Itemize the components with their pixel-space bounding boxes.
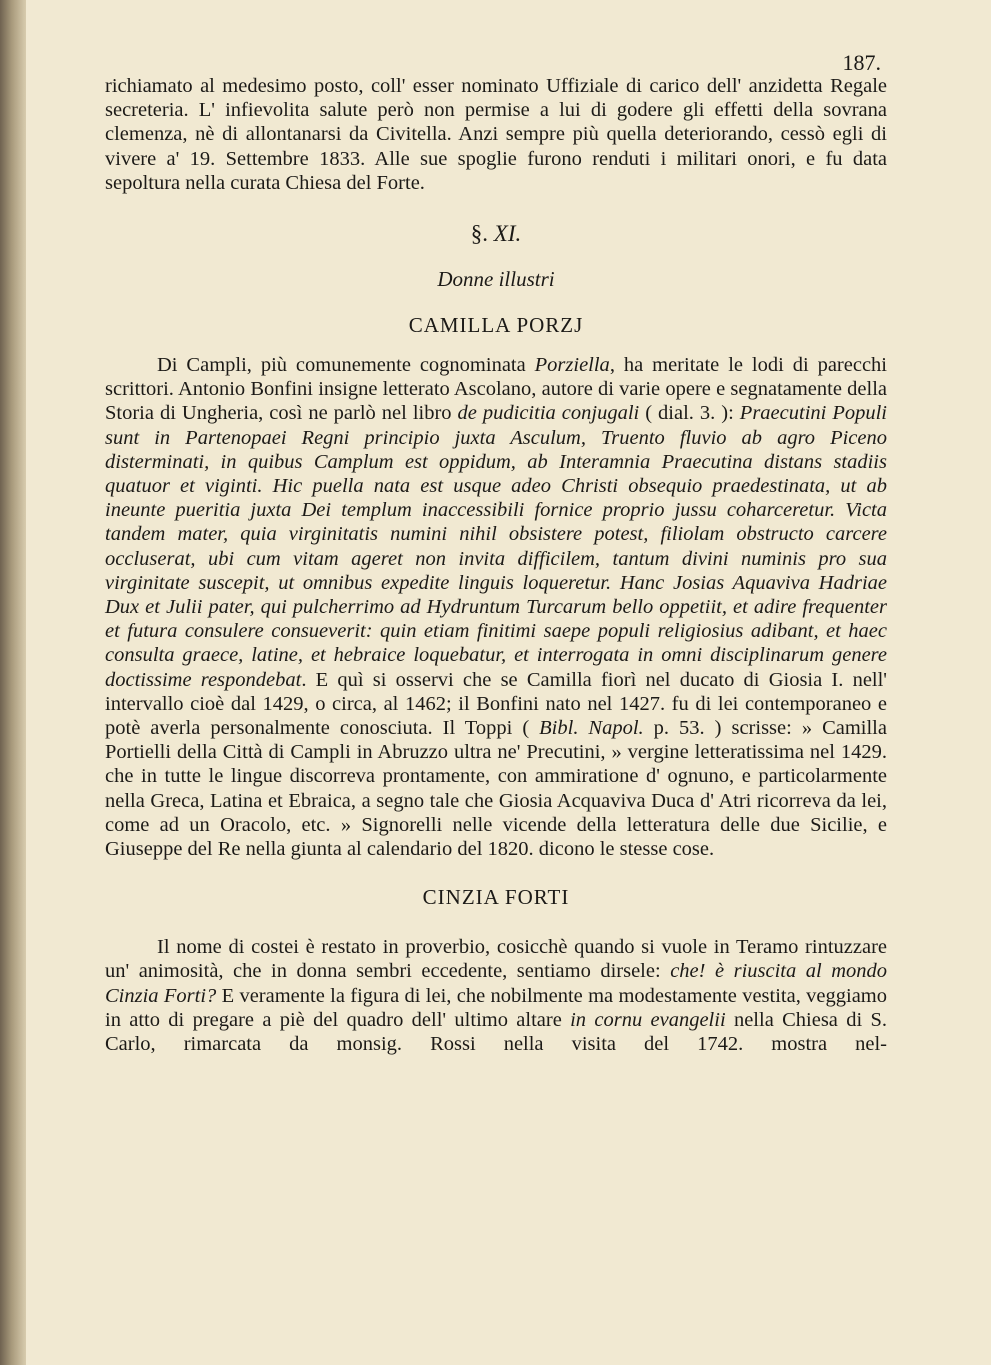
paragraph-cinzia-forti xyxy=(105,935,887,1056)
book-page xyxy=(105,50,887,1056)
text-segment: Il nome di costei è restato in proverbio, cosicchè quando si vuole in Teramo rintuzzare un' animosità, che in donna sembri eccedente, sentiamo dirsele: xyxy=(105,936,887,983)
text-segment: nella Chiesa di S. Carlo, rimarcata da monsig. Rossi nella visita del 1742. mostra nel- xyxy=(105,1008,887,1056)
italic-segment: in cornu evangelii xyxy=(570,1008,726,1031)
page-number: 187. xyxy=(842,50,881,75)
section-number: XI. xyxy=(493,221,522,247)
paragraph-camilla-porzj xyxy=(105,353,887,861)
text-segment: E veramente la figura di lei, che nobilmente ma modestamente vestita, veggiamo in atto di pregare a piè del quadro dell' ultimo altare xyxy=(105,984,887,1031)
text-segment: Di Campli, più comunemente cognominata xyxy=(157,354,535,377)
italic-segment: de pudicitia conjugali xyxy=(457,402,640,425)
section-subtitle: Donne illustri xyxy=(437,267,555,292)
latin-quotation: Praecutini Populi sunt in Partenopaei Regni principio juxta Asculum, Truento fluvio ab agro Piceno disterminati, in quibus Camplum est oppidum, ab Interamnia Praecutina distans stadiis quatuor et viginti. Hic puella nata est usque adeo Christi obsequio praedestinata, ut ab ineunte pueritia juxta Dei templum inaccessibili fornice proprio jussu coharceretur. Victa tandem mater, quia virginitatis numini nihil obsistere potest, filiolam obstructo carcere occluserat, ubi cum vitam ageret non invita difficilem, tantum divini numinis pro sua virginitate suscepit, ut omnibus expedite linguis loqueretur. Hanc Josias Aquaviva Hadriae Dux et Julii pater, qui pulcherrimo ad Hydruntum Turcarum bello oppetiit, et adire frequenter et futura consulere consueverit: quin etiam finitimi saepe populi religiosius adibant, et haec consulta graece, latine, et hebraice loquebatur, et interrogata in omni disciplinarum genere doctissime respondebat xyxy=(105,402,887,691)
heading-camilla-porzj: CAMILLA PORZJ xyxy=(408,313,584,338)
text-segment: , ha meritate le lodi di parecchi scrittori. Antonio Bonfini insigne letterato Ascolano, autore di varie opere e segnatamente della Storia di Ungheria, così ne parlò nel libro xyxy=(105,354,887,425)
text-segment: p. 53. ) scrisse: » Camilla Portielli della Città di Campli in Abruzzo ultra ne' Precutini, » vergine letteratissima nel 1429. che in tutte le lingue discorreva prontamente, con ammiratione d' ognuno, e particolarmente nella Greca, Latina et Ebraica, a segno tale che Giosia Acquaviva Duca d' Atri ricorreva da lei, come ad un Oracolo, etc. » Signorelli nelle vicende della letteratura delle due Sicilie, e Giuseppe del Re nella giunta al calendario del 1820. dicono le stesse cose. xyxy=(105,717,887,861)
italic-segment: Porziella xyxy=(534,354,610,377)
section-symbol: §. xyxy=(470,221,489,247)
text-segment: . E quì si osservi che se Camilla fiorì nel ducato di Giosia I. nell' intervallo cioè dal 1429, o circa, al 1462; il Bonfini nato nel 1427. fu di lei contemporaneo e potè averla personalmente conosciuta. Il Toppi ( xyxy=(105,668,887,740)
book-gutter-shadow xyxy=(0,0,26,1365)
italic-segment: che! è riuscita al mondo Cinzia Forti? xyxy=(105,960,888,1007)
paragraph-continuation: richiamato al medesimo posto, coll' esser nominato Uffiziale di carico dell' anzidetta Regale secreteria. L' infievolita salute però non permise a lui di godere gli effetti della sovrana clemenza, nè di allontanarsi da Civitella. Anzi sempre più quella deteriorando, cessò egli di vivere a' 19. Settembre 1833. Alle sue spoglie furono renduti i militari onori, e fu data sepoltura nella curata Chiesa del Forte. xyxy=(105,75,887,194)
italic-segment: Bibl. Napol. xyxy=(539,717,644,740)
section-heading xyxy=(105,221,887,251)
heading-cinzia-forti: CINZIA FORTI xyxy=(422,885,570,910)
text-segment: ( dial. 3. ): xyxy=(639,402,740,425)
